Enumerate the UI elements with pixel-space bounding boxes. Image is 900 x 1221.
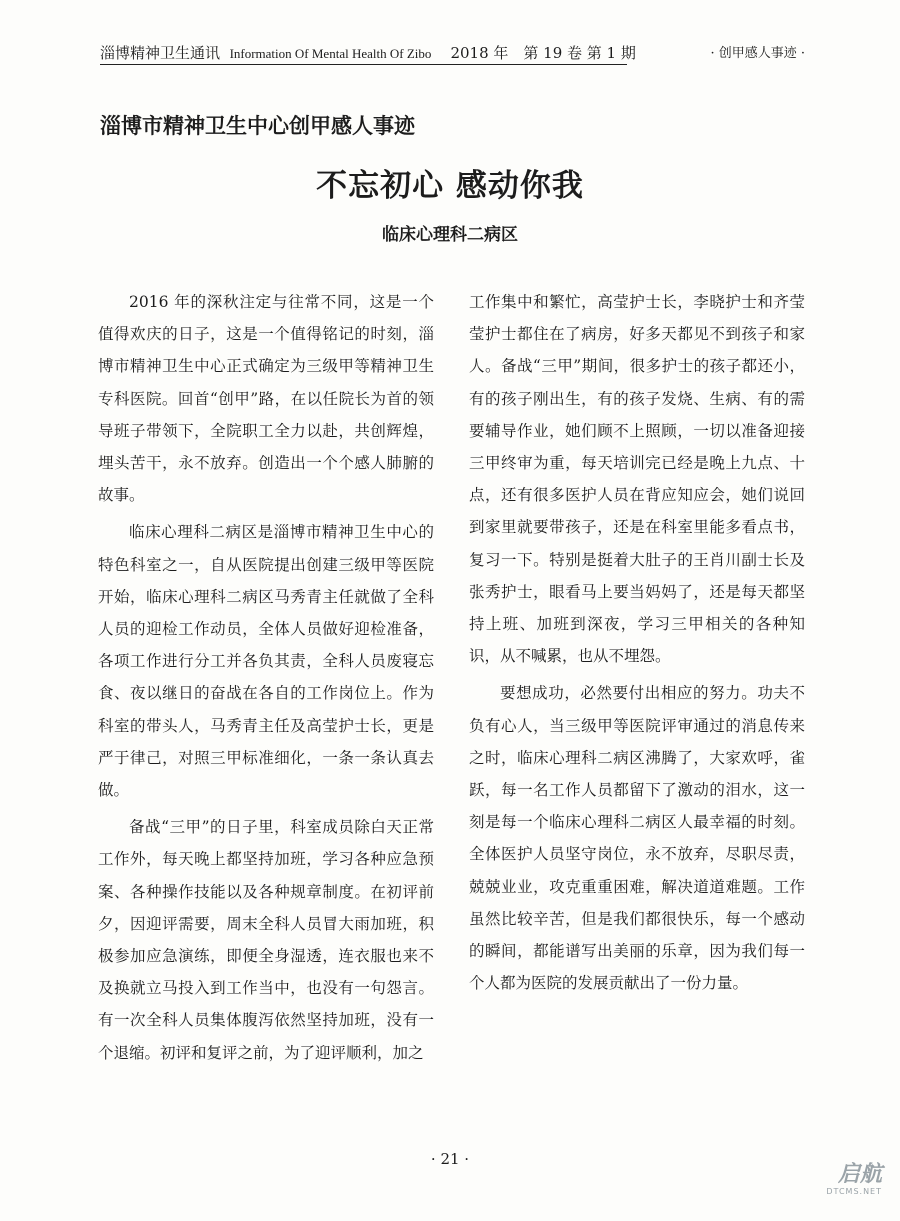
- article-byline: 临床心理科二病区: [382, 225, 518, 245]
- watermark-logo-text: 启航: [837, 1162, 882, 1187]
- left-column: [98, 286, 434, 1069]
- running-header: [100, 42, 805, 66]
- watermark-logo: [826, 1163, 882, 1197]
- paragraph: 要想成功，必然要付出相应的努力。功夫不负有心人，当三级甲等医院评审通过的消息传来之时，临床心理科二病区沸腾了，大家欢呼，雀跃，每一名工作人员都留下了激动的泪水，这一刻是每一个临床心理科二病区人最幸福的时刻。全体医护人员坚守岗位，永不放弃，尽职尽责，兢兢业业，攻克重重困难，解决道道难题。工作虽然比较辛苦，但是我们都很快乐，每一个感动的瞬间，都能谱写出美丽的乐章，因为我们每一个人都为医院的发展贡献出了一份力量。: [469, 684, 805, 993]
- header-rule: [100, 64, 627, 65]
- watermark-sub-text: DTCMS.NET: [826, 1187, 882, 1196]
- series-heading: 淄博市精神卫生中心创甲感人事迹: [100, 113, 415, 138]
- paragraph: 2016 年的深秋注定与往常不同，这是一个值得欢庆的日子，这是一个值得铭记的时刻，淄博市精神卫生中心正式确定为三级甲等精神卫生专科医院。回首“创甲”路，在以任院长为首的领导班子带领下，全院职工全力以赴，共创辉煌，埋头苦干，永不放弃。创造出一个个感人肺腑的故事。: [98, 293, 434, 505]
- paragraph: 备战“三甲”的日子里，科室成员除白天正常工作外，每天晚上都坚持加班，学习各种应急预案、各种操作技能以及各种规章制度。在初评前夕，因迎评需要，周末全科人员冒大雨加班，积极参加应急演练，即便全身湿透，连衣服也来不及换就立马投入到工作当中，也没有一句怨言。有一次全科人员集体腹泻依然坚持加班，没有一个退缩。初评和复评之前，为了迎评顺利，加之: [98, 818, 434, 1062]
- journal-name-en: Information Of Mental Health Of Zibo: [229, 46, 432, 61]
- page-number: · 21 ·: [430, 1150, 470, 1168]
- journal-name: [100, 42, 636, 63]
- paragraph: 临床心理科二病区是淄博市精神卫生中心的特色科室之一，自从医院提出创建三级甲等医院开始，临床心理科二病区马秀青主任就做了全科人员的迎检工作动员，全体人员做好迎检准备，各项工作进行分工并各负其责，全科人员废寝忘食、夜以继日的奋战在各自的工作岗位上。作为科室的带头人，马秀青主任及高莹护士长，更是严于律己，对照三甲标准细化，一条一条认真去做。: [98, 523, 434, 800]
- journal-name-cn: 淄博精神卫生通讯: [100, 44, 221, 62]
- section-tag: · 创甲感人事迹 ·: [710, 46, 805, 61]
- paragraph-continued: 工作集中和繁忙，高莹护士长，李晓护士和齐莹莹护士都住在了病房，好多天都见不到孩子和家人。备战“三甲”期间，很多护士的孩子都还小，有的孩子刚出生，有的孩子发烧、生病、有的需要辅导作业，她们顾不上照顾，一切以准备迎接三甲终审为重，每天培训完已经是晚上九点、十点，还有很多医护人员在背应知应会，她们说回到家里就要带孩子，还是在科室里能多看点书，复习一下。特别是挺着大肚子的王肖川副士长及张秀护士，眼看马上要当妈妈了，还是每天都坚持上班、加班到深夜，学习三甲相关的各种知识，从不喊累，也从不埋怨。: [469, 293, 805, 666]
- right-column: [469, 286, 805, 999]
- article-title: 不忘初心 感动你我: [316, 168, 584, 204]
- issue-info: 2018 年 第 19 卷 第 1 期: [450, 44, 636, 62]
